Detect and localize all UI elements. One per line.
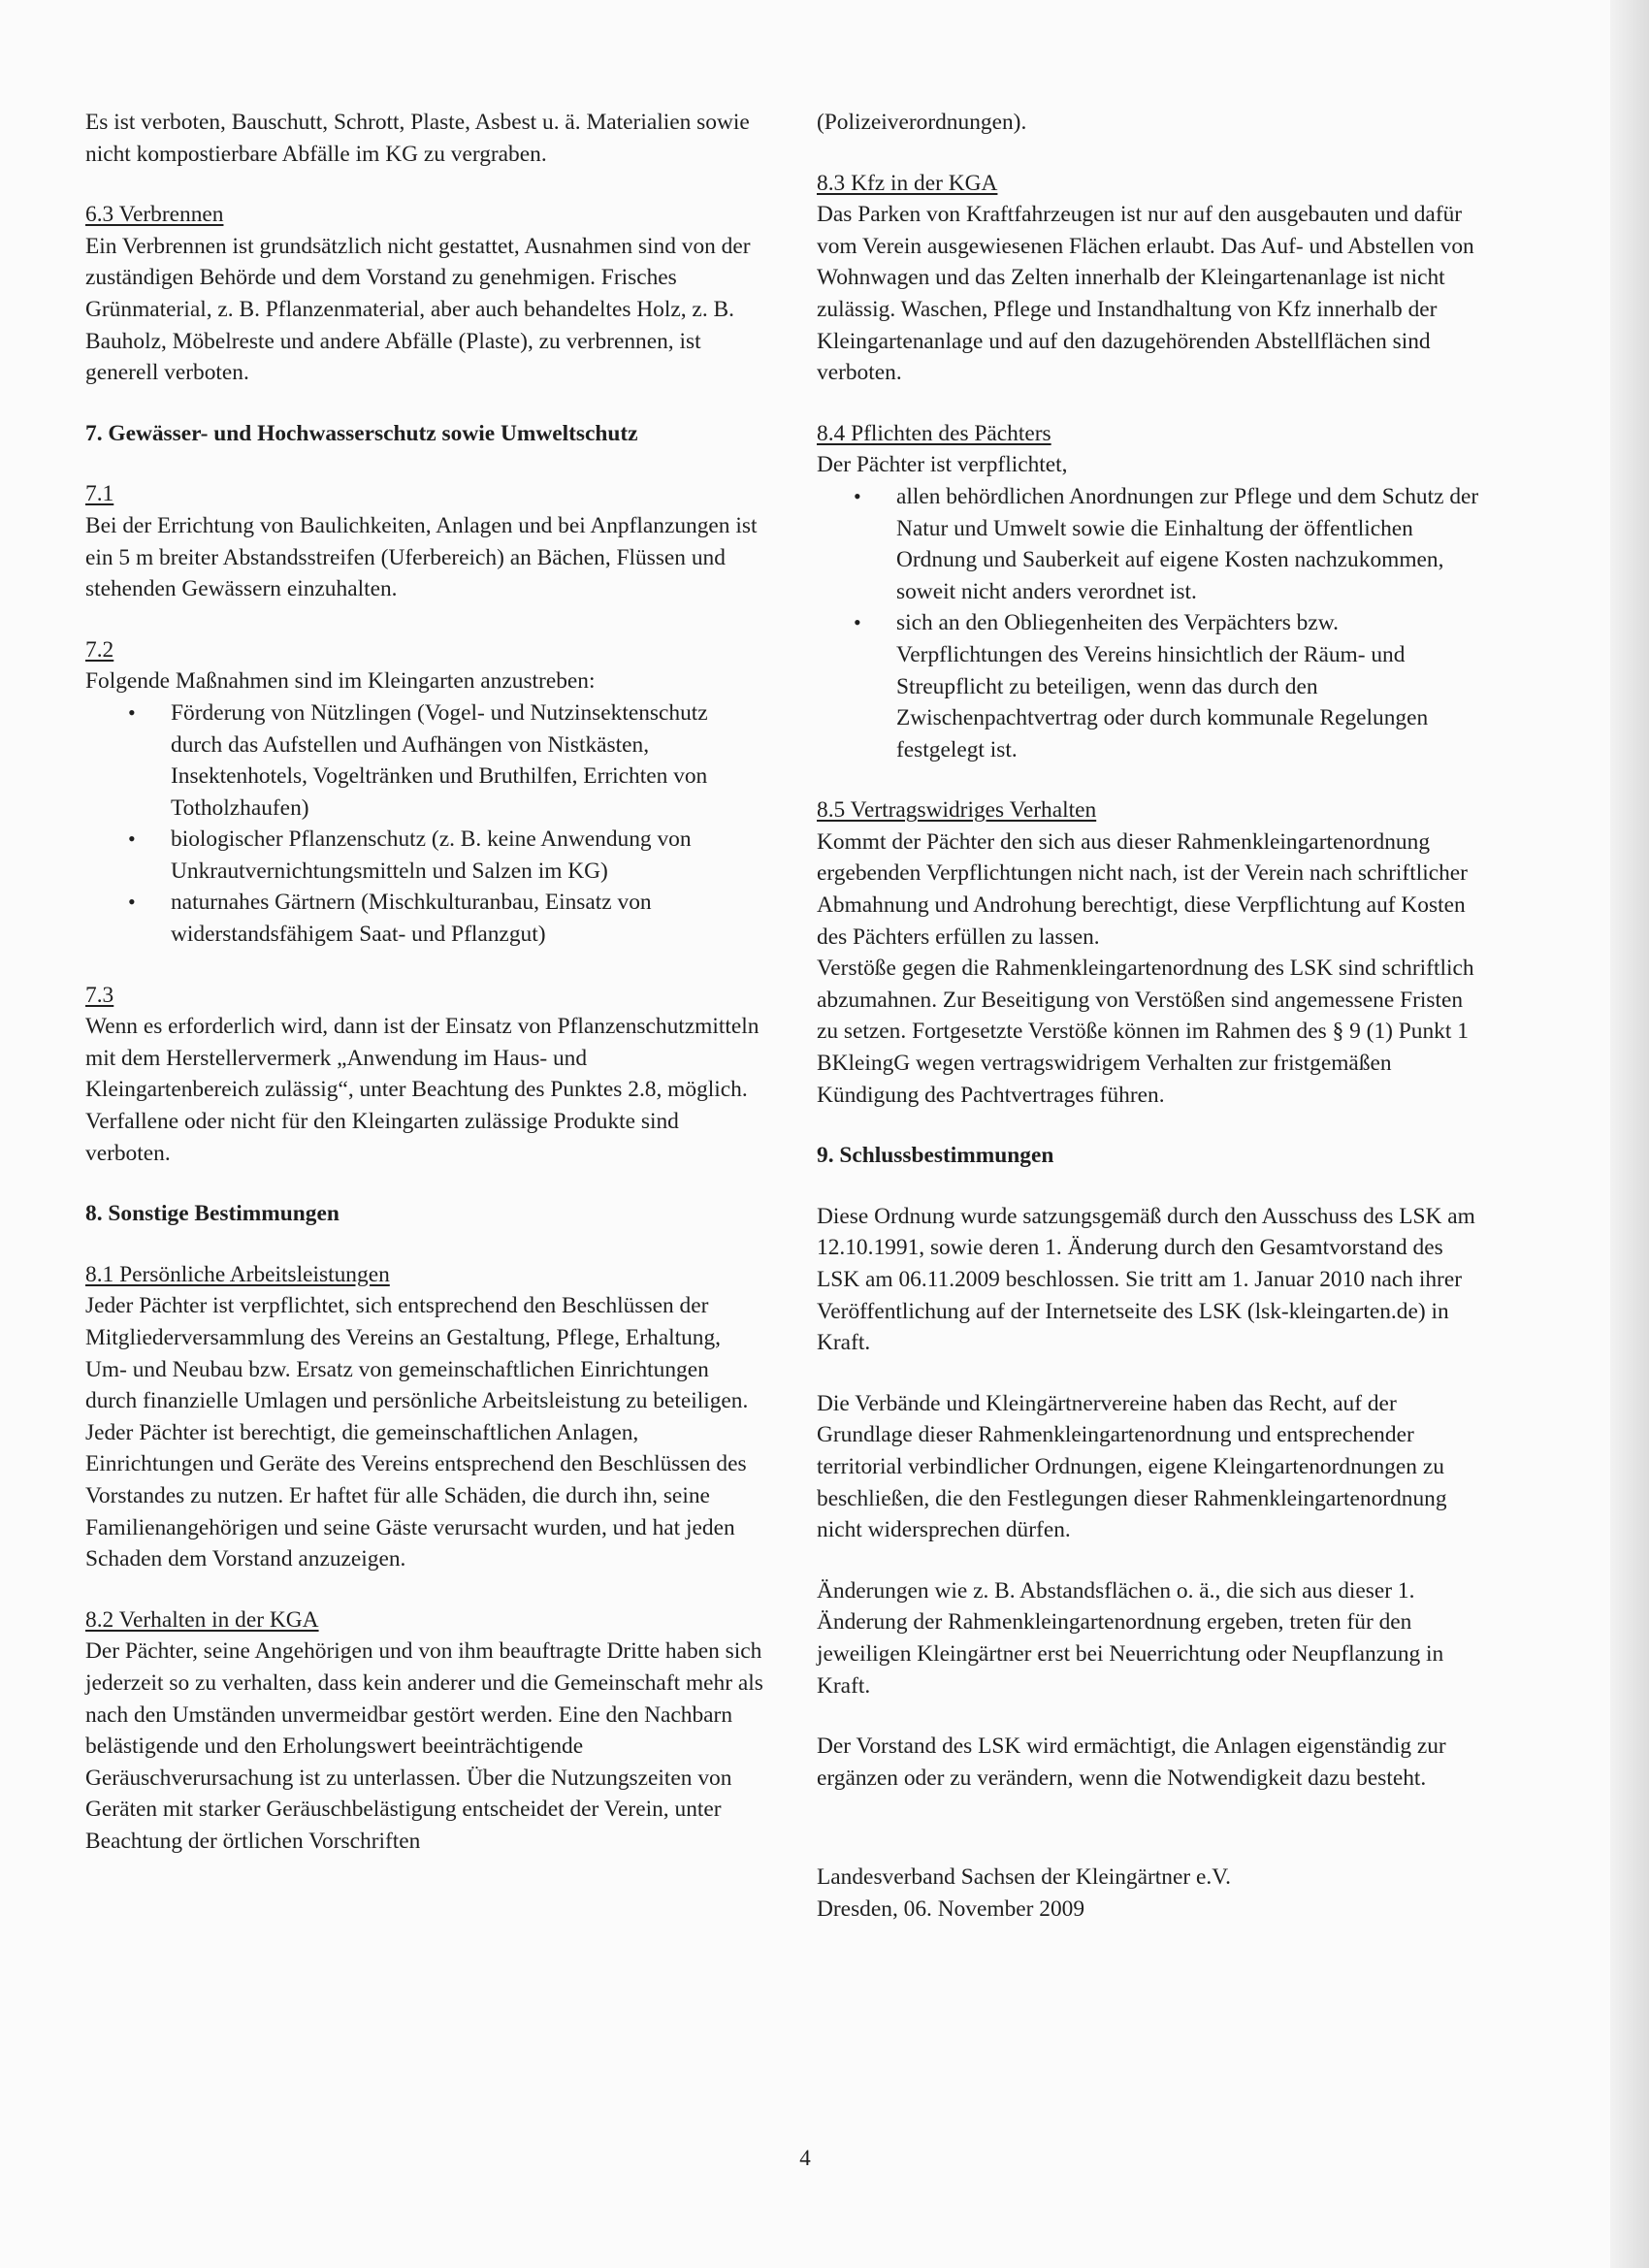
paragraph-9-3: Änderungen wie z. B. Abstandsflächen o. ä., die sich aus dieser 1. Änderung der Rahmenkleingartenordnung ergeben, treten für den jeweiligen Kleingärtner erst bei Neuerrichtung oder Neupflanzung in Kraft. [817,1577,1444,1699]
paragraph-7-3: Wenn es erforderlich wird, dann ist der Einsatz von Pflanzenschutzmitteln mit dem Herstellervermerk „Anwendung im Haus- und Kleingartenbereich zulässig“, unter Beachtung des Punktes 2.8, möglich. Verfallene oder nicht für den Kleingarten zulässige Produkte sind verboten. [85,1014,760,1166]
paragraph-8-1: Jeder Pächter ist verpflichtet, sich entsprechend den Beschlüssen der Mitgliederversammlung des Vereins an Gestaltung, Pflege, Erhaltung, Um- und Neubau bzw. Ersatz von gemeinschaftlichen Einrichtungen durch finanzielle Umlagen und persönliche Arbeitsleistung zu beteiligen. Jeder Pächter ist berechtigt, die gemeinschaftlichen Anlagen, Einrichtungen und Geräte des Vereins entsprechend den Beschlüssen des Vorstandes zu nutzen. Er haftet für alle Schäden, die durch ihn, seine Familienangehörigen und seine Gäste verursacht wurden, und hat jeden Schaden dem Vorstand anzuzeigen. [85,1293,749,1572]
section-title-8-2: 8.2 Verhalten in der KGA [85,1606,319,1633]
paragraph-7-2: Folgende Maßnahmen sind im Kleingarten anzustreben: [85,668,596,695]
list-item: • sich an den Obliegenheiten des Verpächters bzw. Verpflichtungen des Vereins hinsichtlich der Räum- und Streupflicht zu beteiligen, wenn das durch den Zwischenpachtvertrag oder durch kommunale Regelungen festgelegt ist. [896,607,1484,765]
paragraph-9-2: Die Verbände und Kleingärtnervereine haben das Recht, auf der Grundlage dieser Rahmenkleingartenordnung und entsprechender territorial verbindlicher Ordnungen, eigene Kleingartenordnungen zu beschließen, die den Festlegungen dieser Rahmenkleingartenordnung nicht widersprechen dürfen. [817,1390,1447,1543]
signature-organization: Landesverband Sachsen der Kleingärtner e.V. [817,1864,1231,1891]
section-8-5 [817,794,1484,1111]
list-item: • allen behördlichen Anordnungen zur Pflege und dem Schutz der Natur und Umwelt sowie die Einhaltung der öffentlichen Ordnung und Sauberkeit auf eigene Kosten nachzukommen, soweit nicht anders verordnet ist. [896,481,1484,607]
section-title-6-3: 6.3 Verbrennen [85,202,224,228]
list-item: • Förderung von Nützlingen (Vogel- und Nutzinsektenschutz durch das Aufstellen und Aufhängen von Nistkästen, Insektenhotels, Vogeltränken und Bruthilfen, Errichten von Totholzhaufen) [171,697,764,824]
section-7-3 [85,980,764,1170]
heading-section-9: 9. Schlussbestimmungen [817,1143,1054,1169]
section-title-8-3: 8.3 Kfz in der KGA [817,170,998,196]
heading-section-8: 8. Sonstige Bestimmungen [85,1201,340,1227]
paragraph-8-2: Der Pächter, seine Angehörigen und von ihm beauftragte Dritte haben sich jederzeit so zu verhalten, dass kein anderer und die Gemeinschaft mehr als nach den Umständen unvermeidbar gestört werden. Eine den Nachbarn belästigende und den Erholungswert beeinträchtigende Geräuschverursachung ist zu unterlassen. Über die Nutzungszeiten von Geräten mit starker Geräuschbelästigung entscheidet der Verein, unter Beachtung der örtlichen Vorschriften [85,1638,763,1854]
paragraph-6-3: Ein Verbrennen ist grundsätzlich nicht gestattet, Ausnahmen sind von der zuständigen Behörde und dem Vorstand zu genehmigen. Frisches Grünmaterial, z. B. Pflanzenmaterial, aber auch behandeltes Holz, z. B. Bauholz, Möbelreste und andere Abfälle (Plaste), zu verbrennen, ist generell verboten. [85,233,751,386]
scan-edge [1610,0,1649,2268]
paragraph-intro: Es ist verboten, Bauschutt, Schrott, Plaste, Asbest u. ä. Materialien sowie nicht kompostierbare Abfälle im KG zu vergraben. [85,110,750,167]
right-column [817,107,1484,1926]
paragraph-8-5-b: Verstöße gegen die Rahmenkleingartenordnung des LSK sind schriftlich abzumahnen. Zur Beseitigung von Verstößen sind angemessene Fristen zu setzen. Fortgesetzte Verstöße können im Rahmen des § 9 (1) Punkt 1 BKleingG wegen vertragswidrigem Verhalten zur fristgemäßen Kündigung des Pachtvertrages führen. [817,956,1474,1108]
paragraph-8-4: Der Pächter ist verpflichtet, [817,452,1068,478]
section-8-1 [85,1259,764,1575]
list-8-4 [817,481,1484,765]
section-8-2 [85,1604,764,1858]
section-8-4 [817,418,1484,766]
page-number: 4 [799,2146,811,2170]
section-title-7-1: 7.1 [85,481,114,507]
section-title-7-3: 7.3 [85,982,114,1008]
paragraph-8-5-a: Kommt der Pächter den sich aus dieser Rahmenkleingartenordnung ergebenden Verpflichtungen nicht nach, ist der Verein nach schriftlicher Abmahnung und Androhung berechtigt, diese Verpflichtung auf Kosten des Pächters erfüllen zu lassen. [817,828,1468,950]
section-6-3 [85,199,764,389]
paragraph-9-1: Diese Ordnung wurde satzungsgemäß durch den Ausschuss des LSK am 12.10.1991, sowie deren 1. Änderung durch den Gesamtvorstand des LSK am 06.11.2009 beschlossen. Sie tritt am 1. Januar 2010 nach ihrer Veröffentlichung auf der Internetseite des LSK (lsk-kleingarten.de) in Kraft. [817,1203,1475,1356]
paragraph-continuation: (Polizeiverordnungen). [817,110,1027,135]
section-title-8-5: 8.5 Vertragswidriges Verhalten [817,797,1097,824]
signature-block [817,1862,1484,1925]
section-7-1 [85,478,764,604]
left-column [85,107,764,1858]
list-7-2 [85,697,764,951]
paragraph-9-4: Der Vorstand des LSK wird ermächtigt, die Anlagen eigenständig zur ergänzen oder zu verändern, wenn die Notwendigkeit dazu besteht. [817,1733,1446,1791]
heading-section-7: 7. Gewässer- und Hochwasserschutz sowie Umweltschutz [85,420,638,446]
section-8-3 [817,168,1484,389]
section-title-8-4: 8.4 Pflichten des Pächters [817,420,1051,446]
list-item: • naturnahes Gärtnern (Mischkulturanbau, Einsatz von widerstandsfähigem Saat- und Pflanzgut) [171,887,764,950]
signature-place-date: Dresden, 06. November 2009 [817,1895,1085,1922]
list-item: • biologischer Pflanzenschutz (z. B. keine Anwendung von Unkrautvernichtungsmitteln und Salzen im KG) [171,824,764,887]
section-7-2 [85,634,764,951]
paragraph-8-3: Das Parken von Kraftfahrzeugen ist nur auf den ausgebauten und dafür vom Verein ausgewiesenen Flächen erlaubt. Das Auf- und Abstellen von Wohnwagen und das Zelten innerhalb der Kleingartenanlage ist nicht zulässig. Waschen, Pflege und Instandhaltung von Kfz innerhalb der Kleingartenanlage und auf den dazugehörenden Abstellflächen sind verboten. [817,202,1474,386]
section-title-8-1: 8.1 Persönliche Arbeitsleistungen [85,1261,390,1287]
section-title-7-2: 7.2 [85,636,114,663]
paragraph-7-1: Bei der Errichtung von Baulichkeiten, Anlagen und bei Anpflanzungen ist ein 5 m breiter Abstandsstreifen (Uferbereich) an Bächen, Flüssen und stehenden Gewässern einzuhalten. [85,512,758,602]
